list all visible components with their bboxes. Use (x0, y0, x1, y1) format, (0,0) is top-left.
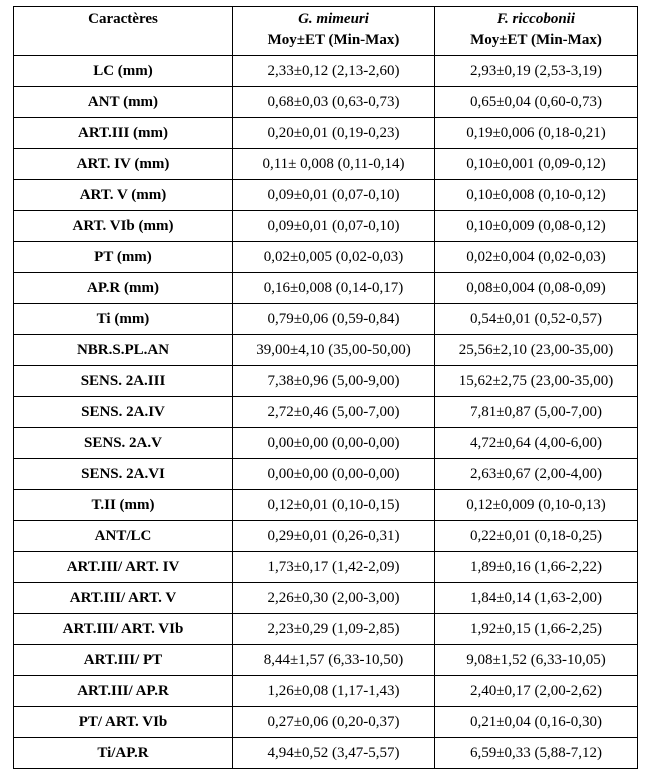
row-character-label: ART.III (mm) (14, 118, 233, 149)
row-f-riccobonii-value: 0,21±0,04 (0,16-0,30) (435, 707, 638, 738)
row-f-riccobonii-value: 2,63±0,67 (2,00-4,00) (435, 459, 638, 490)
row-character-label: SENS. 2A.IV (14, 397, 233, 428)
table-row (14, 273, 638, 304)
table-row (14, 459, 638, 490)
data-table-container (13, 6, 637, 769)
header-g-mimeuri-species: G. mimeuri (298, 11, 369, 27)
table-header (14, 7, 638, 56)
row-f-riccobonii-value: 1,92±0,15 (1,66-2,25) (435, 614, 638, 645)
row-g-mimeuri-value: 1,26±0,08 (1,17-1,43) (233, 676, 435, 707)
table-row (14, 552, 638, 583)
row-character-label: Ti (mm) (14, 304, 233, 335)
row-g-mimeuri-value: 0,11± 0,008 (0,11-0,14) (233, 149, 435, 180)
row-f-riccobonii-value: 4,72±0,64 (4,00-6,00) (435, 428, 638, 459)
table-body (14, 56, 638, 769)
row-f-riccobonii-value: 1,89±0,16 (1,66-2,22) (435, 552, 638, 583)
header-characters (14, 7, 233, 56)
header-f-riccobonii-species: F. riccobonii (496, 11, 576, 27)
row-g-mimeuri-value: 39,00±4,10 (35,00-50,00) (233, 335, 435, 366)
row-character-label: PT/ ART. VIb (14, 707, 233, 738)
row-f-riccobonii-value: 0,10±0,008 (0,10-0,12) (435, 180, 638, 211)
row-character-label: ART.III/ ART. V (14, 583, 233, 614)
header-row (14, 7, 638, 56)
table-row (14, 242, 638, 273)
table-row (14, 428, 638, 459)
row-g-mimeuri-value: 0,09±0,01 (0,07-0,10) (233, 211, 435, 242)
row-g-mimeuri-value: 0,16±0,008 (0,14-0,17) (233, 273, 435, 304)
row-g-mimeuri-value: 0,27±0,06 (0,20-0,37) (233, 707, 435, 738)
row-g-mimeuri-value: 1,73±0,17 (1,42-2,09) (233, 552, 435, 583)
row-f-riccobonii-value: 0,22±0,01 (0,18-0,25) (435, 521, 638, 552)
table-row (14, 87, 638, 118)
row-g-mimeuri-value: 2,26±0,30 (2,00-3,00) (233, 583, 435, 614)
measurements-table (13, 6, 638, 769)
table-row (14, 645, 638, 676)
row-f-riccobonii-value: 0,12±0,009 (0,10-0,13) (435, 490, 638, 521)
table-row (14, 335, 638, 366)
row-character-label: PT (mm) (14, 242, 233, 273)
row-f-riccobonii-value: 1,84±0,14 (1,63-2,00) (435, 583, 638, 614)
row-f-riccobonii-value: 7,81±0,87 (5,00-7,00) (435, 397, 638, 428)
table-row (14, 211, 638, 242)
table-row (14, 397, 638, 428)
header-characters-label: Caractères (88, 11, 158, 27)
header-f-riccobonii (435, 7, 638, 56)
row-character-label: NBR.S.PL.AN (14, 335, 233, 366)
row-g-mimeuri-value: 2,33±0,12 (2,13-2,60) (233, 56, 435, 87)
table-row (14, 676, 638, 707)
row-character-label: ANT (mm) (14, 87, 233, 118)
table-row (14, 118, 638, 149)
row-g-mimeuri-value: 0,02±0,005 (0,02-0,03) (233, 242, 435, 273)
row-character-label: LC (mm) (14, 56, 233, 87)
row-g-mimeuri-value: 2,23±0,29 (1,09-2,85) (233, 614, 435, 645)
table-row (14, 614, 638, 645)
header-f-riccobonii-stat: Moy±ET (Min-Max) (470, 32, 602, 48)
row-character-label: ART.III/ ART. VIb (14, 614, 233, 645)
table-row (14, 304, 638, 335)
row-f-riccobonii-value: 0,54±0,01 (0,52-0,57) (435, 304, 638, 335)
row-g-mimeuri-value: 7,38±0,96 (5,00-9,00) (233, 366, 435, 397)
table-row (14, 180, 638, 211)
row-g-mimeuri-value: 0,68±0,03 (0,63-0,73) (233, 87, 435, 118)
row-f-riccobonii-value: 0,65±0,04 (0,60-0,73) (435, 87, 638, 118)
row-g-mimeuri-value: 0,29±0,01 (0,26-0,31) (233, 521, 435, 552)
header-g-mimeuri (233, 7, 435, 56)
row-f-riccobonii-value: 0,08±0,004 (0,08-0,09) (435, 273, 638, 304)
row-character-label: ART.III/ PT (14, 645, 233, 676)
row-f-riccobonii-value: 0,10±0,009 (0,08-0,12) (435, 211, 638, 242)
row-g-mimeuri-value: 0,09±0,01 (0,07-0,10) (233, 180, 435, 211)
row-character-label: SENS. 2A.V (14, 428, 233, 459)
row-f-riccobonii-value: 2,40±0,17 (2,00-2,62) (435, 676, 638, 707)
row-g-mimeuri-value: 8,44±1,57 (6,33-10,50) (233, 645, 435, 676)
row-character-label: ANT/LC (14, 521, 233, 552)
row-f-riccobonii-value: 15,62±2,75 (23,00-35,00) (435, 366, 638, 397)
row-character-label: ART.III/ ART. IV (14, 552, 233, 583)
row-character-label: ART. IV (mm) (14, 149, 233, 180)
row-g-mimeuri-value: 0,12±0,01 (0,10-0,15) (233, 490, 435, 521)
row-character-label: T.II (mm) (14, 490, 233, 521)
row-f-riccobonii-value: 6,59±0,33 (5,88-7,12) (435, 738, 638, 769)
row-character-label: SENS. 2A.III (14, 366, 233, 397)
table-row (14, 583, 638, 614)
row-f-riccobonii-value: 9,08±1,52 (6,33-10,05) (435, 645, 638, 676)
table-row (14, 366, 638, 397)
table-row (14, 490, 638, 521)
table-row (14, 56, 638, 87)
row-character-label: ART. VIb (mm) (14, 211, 233, 242)
row-f-riccobonii-value: 0,19±0,006 (0,18-0,21) (435, 118, 638, 149)
table-row (14, 738, 638, 769)
table-row (14, 149, 638, 180)
row-g-mimeuri-value: 0,20±0,01 (0,19-0,23) (233, 118, 435, 149)
row-character-label: Ti/AP.R (14, 738, 233, 769)
table-row (14, 521, 638, 552)
row-f-riccobonii-value: 0,02±0,004 (0,02-0,03) (435, 242, 638, 273)
row-g-mimeuri-value: 4,94±0,52 (3,47-5,57) (233, 738, 435, 769)
row-f-riccobonii-value: 2,93±0,19 (2,53-3,19) (435, 56, 638, 87)
row-g-mimeuri-value: 2,72±0,46 (5,00-7,00) (233, 397, 435, 428)
row-character-label: AP.R (mm) (14, 273, 233, 304)
row-character-label: SENS. 2A.VI (14, 459, 233, 490)
table-row (14, 707, 638, 738)
row-f-riccobonii-value: 0,10±0,001 (0,09-0,12) (435, 149, 638, 180)
header-g-mimeuri-stat: Moy±ET (Min-Max) (267, 32, 400, 48)
row-g-mimeuri-value: 0,00±0,00 (0,00-0,00) (233, 428, 435, 459)
row-g-mimeuri-value: 0,00±0,00 (0,00-0,00) (233, 459, 435, 490)
row-g-mimeuri-value: 0,79±0,06 (0,59-0,84) (233, 304, 435, 335)
row-f-riccobonii-value: 25,56±2,10 (23,00-35,00) (435, 335, 638, 366)
row-character-label: ART.III/ AP.R (14, 676, 233, 707)
row-character-label: ART. V (mm) (14, 180, 233, 211)
